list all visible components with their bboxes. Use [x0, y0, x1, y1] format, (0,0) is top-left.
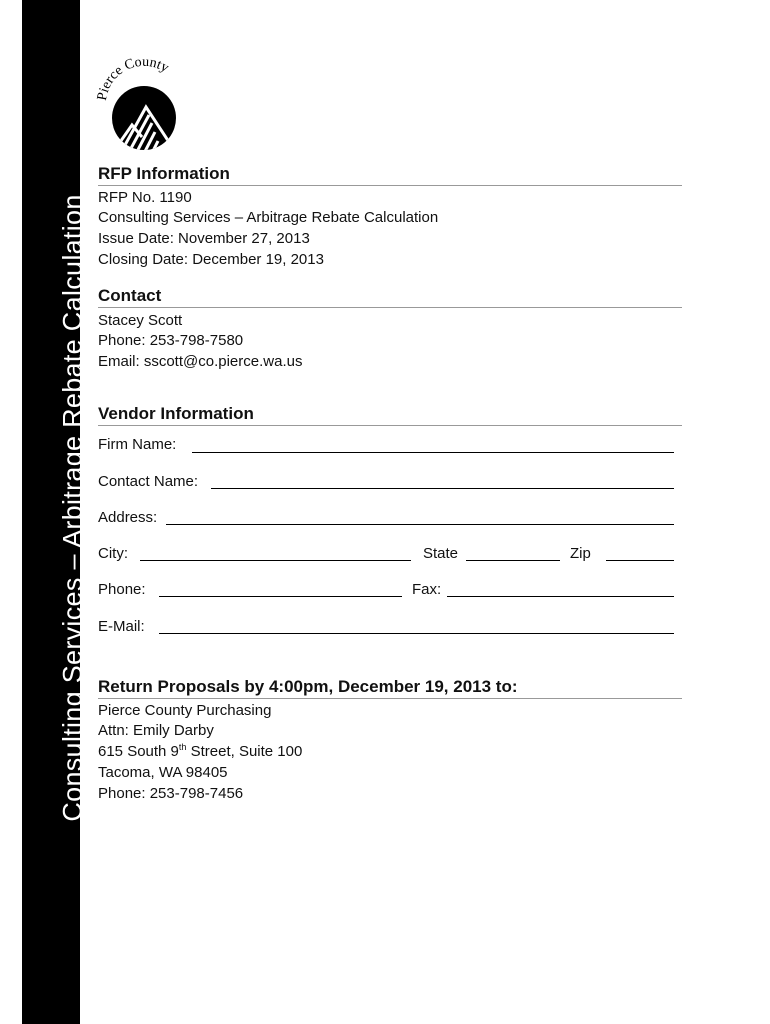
email-label: E-Mail:: [98, 618, 145, 635]
return-city: Tacoma, WA 98405: [98, 764, 228, 781]
rfp-project: Consulting Services – Arbitrage Rebate Calculation: [98, 209, 439, 226]
state-label: State: [423, 545, 459, 562]
state-field[interactable]: [466, 560, 560, 561]
sidebar-band: [22, 0, 88, 1024]
fax-label: Fax:: [412, 581, 442, 598]
contact-name: Stacey Scott: [98, 312, 183, 329]
rfp-number: RFP No. 1190: [98, 189, 192, 206]
zip-field[interactable]: [606, 560, 674, 561]
return-street: [98, 742, 302, 762]
contact-phone: Phone: 253-798-7580: [98, 332, 244, 349]
email-field[interactable]: [159, 633, 674, 634]
fax-field[interactable]: [447, 596, 674, 597]
street-number: 615 South 9: [98, 743, 179, 760]
firm-name-label: Firm Name:: [98, 436, 177, 453]
pierce-county-logo: [94, 55, 194, 155]
contact-name-field[interactable]: [211, 488, 674, 489]
logo-text: Pierce County: [94, 55, 172, 102]
contact-name-label: Contact Name:: [98, 473, 199, 490]
phone-label: Phone:: [98, 581, 146, 598]
address-label: Address:: [98, 509, 158, 526]
street-suffix: th: [178, 742, 187, 752]
address-field[interactable]: [166, 524, 674, 525]
sidebar-title: Consulting Services – Arbitrage Rebate Calculation: [57, 194, 88, 822]
rfp-heading: RFP Information: [98, 164, 682, 186]
vendor-heading: Vendor Information: [98, 404, 682, 426]
contact-email: Email: sscott@co.pierce.wa.us: [98, 353, 303, 370]
rfp-closing-date: Closing Date: December 19, 2013: [98, 251, 324, 268]
return-phone: Phone: 253-798-7456: [98, 785, 244, 802]
return-heading: Return Proposals by 4:00pm, December 19, 2013 to:: [98, 677, 682, 699]
city-field[interactable]: [140, 560, 411, 561]
street-rest: Street, Suite 100: [186, 743, 303, 760]
contact-heading: Contact: [98, 286, 682, 308]
zip-label: Zip: [570, 545, 591, 562]
return-attn: Attn: Emily Darby: [98, 722, 214, 739]
firm-name-field[interactable]: [192, 452, 674, 453]
phone-field[interactable]: [159, 596, 402, 597]
city-label: City:: [98, 545, 128, 562]
return-org: Pierce County Purchasing: [98, 702, 272, 719]
rfp-issue-date: Issue Date: November 27, 2013: [98, 230, 310, 247]
